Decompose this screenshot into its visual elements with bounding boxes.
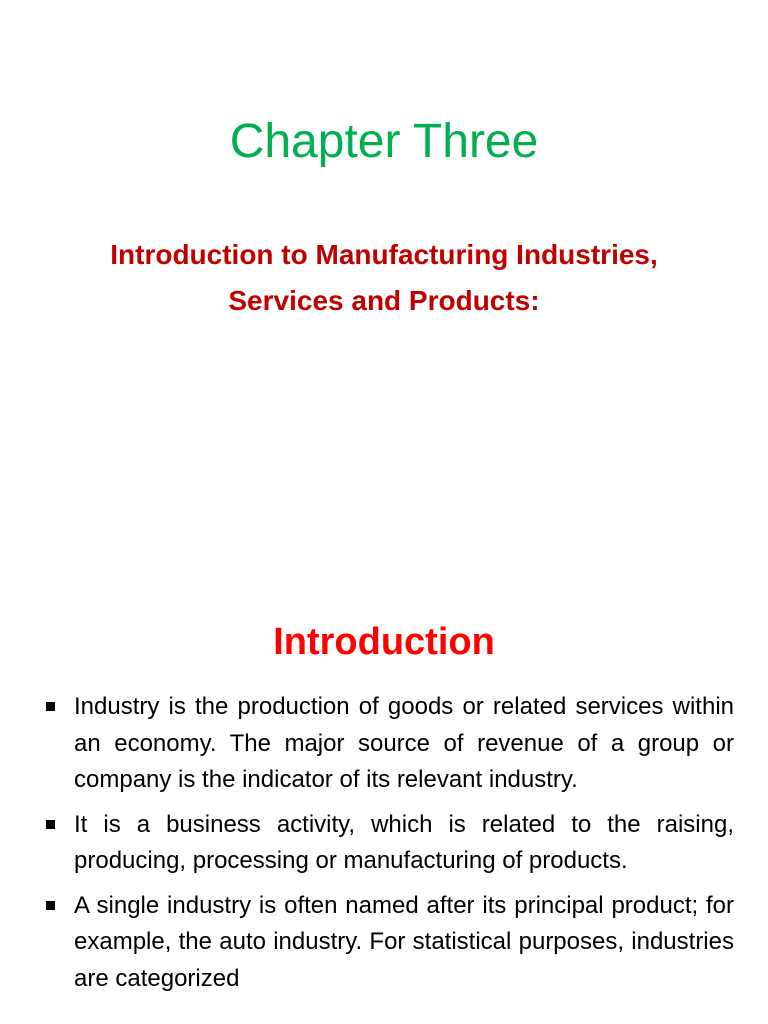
bullet-text: Industry is the production of goods or related services within an economy. The major source of revenue of a group or company is the indicator of its relevant industry.	[74, 693, 734, 793]
bullet-item	[0, 689, 768, 799]
bullet-item	[0, 807, 768, 880]
chapter-subtitle: Introduction to Manufacturing Industries, Services and Products:	[110, 239, 658, 316]
slide-introduction	[0, 576, 768, 1024]
bullet-text: It is a business activity, which is related to the raising, producing, processing or manufacturing of products.	[74, 810, 734, 874]
bullet-list	[0, 689, 768, 1005]
bullet-item	[0, 888, 768, 998]
bullet-square-icon	[46, 901, 55, 910]
bullet-square-icon	[46, 702, 55, 711]
chapter-title: Chapter Three	[229, 115, 539, 168]
bullet-square-icon	[46, 820, 55, 829]
bullet-text: A single industry is often named after its principal product; for example, the auto industry. For statistical purposes, industries are categorized	[74, 891, 734, 992]
section-heading: Introduction	[273, 621, 495, 663]
